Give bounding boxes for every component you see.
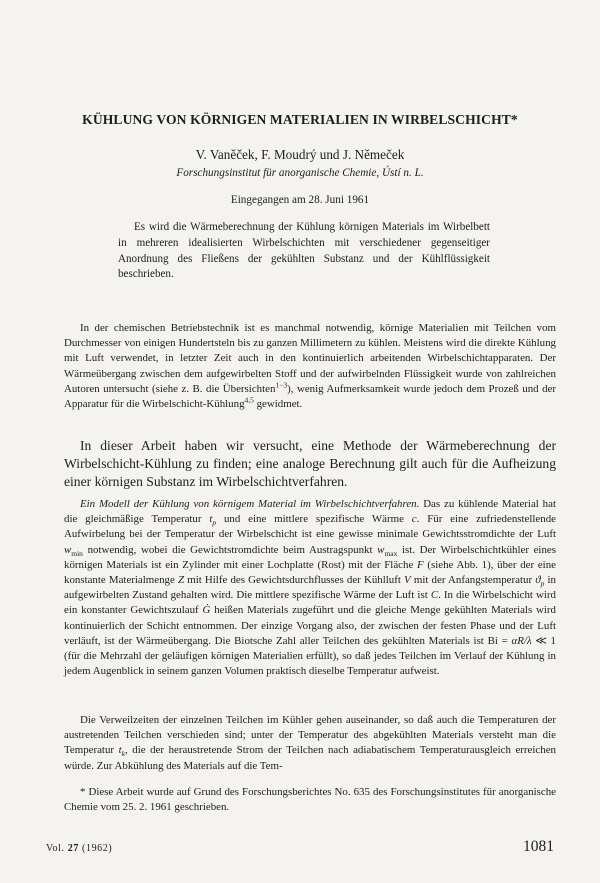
- article-title: KÜHLUNG VON KÖRNIGEN MATERIALIEN IN WIRBELSCHICHT*: [82, 112, 518, 127]
- author-affiliation: Forschungsinstitut für anorganische Chemie, Ústí n. L.: [176, 167, 424, 179]
- footnote: * Diese Arbeit wurde auf Grund des Forschungsberichtes No. 635 des Forschungsinstitutes für anorganische Chemie vom 25. 2. 1961 geschrieben.: [64, 786, 556, 814]
- section-heading: Ein Modell der Kühlung von körnigem Material im Wirbelschichtverfahren.: [80, 498, 420, 510]
- aim-paragraph: In dieser Arbeit haben wir versucht, eine Methode der Wärmeberechnung der Wirbelschicht-Kühlung zu finden; eine analoge Berechnung gilt auch für die Aufheizung einer körnigen Substanz im Wirbelschichtverfahren.: [64, 438, 556, 489]
- article-authors: V. Vaněček, F. Moudrý und J. Němeček: [195, 147, 405, 162]
- volume-info: Vol. 27 (1962): [46, 843, 113, 854]
- citation-1-3: 1−3: [275, 380, 288, 390]
- model-paragraph: Ein Modell der Kühlung von körnigem Material im Wirbelschichtverfahren. Das zu kühlende Material hat die gleichmäßige Temperatur $t_p$ und eine mittlere spezifische Wärme c. Für eine zufriedenstellende Aufwirbelung bei der Temperatur der Wirbelschicht ist eine gewisse minimale Gewichtsstromdichte der Luft $w_{min}$ notwendig, wobei die Gewichtstromdichte beim Austragspunkt $w_{max}$ ist. Der Wirbelschichtkühler eines körnigen Materials ist ein Zylinder mit einer Lochplatte (Rost) mit der Fläche F (siehe Abb. 1), über der eine konstante Materialmenge Z mit Hilfe des Gewichtsdurchflusses der Kühlluft V mit der Anfangstemperatur $ϑ_p$ in aufgewirbelten Zustand gehalten wird. Die mittlere spezifische Wärme der Luft ist C. In die Wirbelschicht wird ein konstanter Gewichtszulauf Ġ heißen Materials zugeführt und die gleiche Menge gekühlten Materials wird kontinuierlich der Schicht entnommen. Der einzige Vorgang also, der zwischen der festen Phase und der Luft verläuft, ist der Wärmeübergang. Die Biotsche Zahl aller Teilchen des gekühlten Materials ist Bi = αR/λ ≪ 1 (für die Mehrzahl der geläufigen körnigen Materialien erfüllt), so daß jedes Teilchen im Verlauf der Kühlung in jedem Augenblick in seinem ganzen Volumen praktisch dieselbe Temperatur aufweist.: [64, 498, 557, 678]
- citation-4-5: 4,5: [244, 395, 254, 405]
- intro-paragraph: In der chemischen Betriebstechnik ist es manchmal notwendig, körnige Materialien mit Teilchen vom Durchmesser von einigen Hundertsteln bis zu ganzen Millimetern zu kühlen. Meistens wird die direkte Kühlung mit Luft verwendet, in letzter Zeit auch in den kontinuierlich arbeitenden Wirbelschichtapparaten. Der Wärmeübergang zwischen dem aufgewirbelten Stoff und der aufwirbelnden Flüssigkeit wurde von zahlreichen Autoren untersucht (siehe z. B. die Übersichten$^{1-3}$), wenig Aufmerksamkeit wurde jedoch dem Prozeß und der Apparatur für die Wirbelschicht-Kühlung$^{4,5}$ gewidmet.: [64, 322, 557, 411]
- page-number: 1081: [523, 838, 554, 855]
- abstract: Es wird die Wärmeberechnung der Kühlung körnigen Materials im Wirbelbett in mehreren idealisierten Wirbelschichten mit verschiedener gegenseitiger Anordnung des Fließens der gekühlten Substanz und der Kühlflüssigkeit beschrieben.: [118, 221, 490, 281]
- residence-paragraph: Die Verweilzeiten der einzelnen Teilchen im Kühler gehen auseinander, so daß auch die Temperaturen der austretenden Teilchen verschieden sind; unter der Temperatur des abgekühlten Materials versteht man die Temperatur $t_k$, die der heraustretende Strom der Teilchen nach adiabatischem Temperaturausgleich erreichen würde. Zur Abkühlung des Materials auf die Tem-: [64, 714, 556, 772]
- received-date: Eingegangen am 28. Juni 1961: [230, 194, 370, 206]
